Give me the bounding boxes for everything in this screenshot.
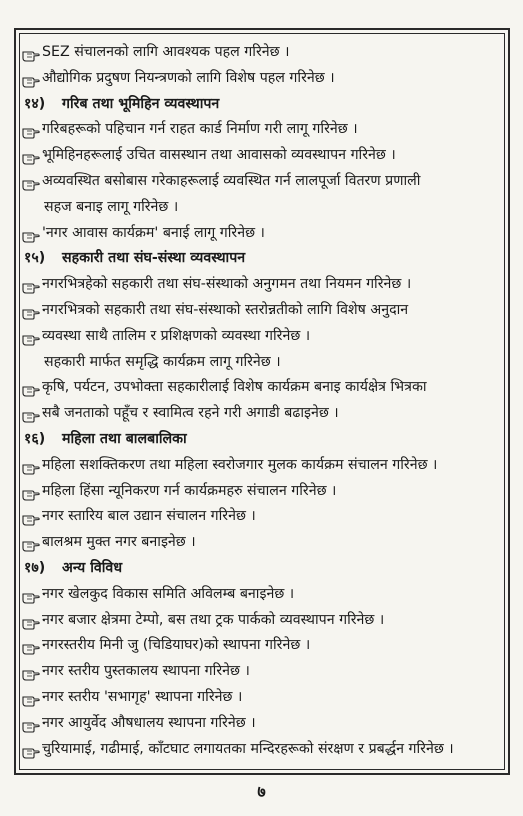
pointing-hand-icon — [22, 459, 40, 473]
bullet-item — [22, 375, 504, 401]
pointing-hand-icon — [22, 227, 40, 241]
continuation-line — [22, 195, 504, 221]
continuation-line — [22, 350, 504, 376]
bullet-text: नगर खेलकुद विकास समिति अविलम्ब बनाइनेछ । — [42, 585, 295, 602]
pointing-hand-icon — [22, 691, 40, 705]
bullet-item — [22, 582, 504, 608]
bullet-item — [22, 737, 504, 763]
section-heading — [22, 427, 504, 453]
pointing-hand-icon — [22, 510, 40, 524]
section-heading — [22, 246, 504, 272]
bullet-text: नगर स्तरीय 'सभागृह' स्थापना गरिनेछ । — [42, 688, 243, 705]
pointing-hand-icon — [22, 743, 40, 757]
pointing-hand-icon — [22, 536, 40, 550]
bullet-text: नगर बजार क्षेत्रमा टेम्पो, बस तथा ट्रक पार्कको व्यवस्थापन गरिनेछ । — [42, 611, 385, 628]
bullet-item — [22, 401, 504, 427]
bullet-text: महिला सशक्तिकरण तथा महिला स्वरोजगार मुलक कार्यक्रम संचालन गरिनेछ । — [42, 456, 438, 473]
pointing-hand-icon — [22, 639, 40, 653]
bullet-item — [22, 633, 504, 659]
section-heading — [22, 92, 504, 118]
bullet-text: नगरभित्रहेको सहकारी तथा संघ-संस्थाको अनुगमन तथा नियमन गरिनेछ । — [42, 276, 412, 293]
bullet-item — [22, 324, 504, 350]
bullet-text: बालश्रम मुक्त नगर बनाइनेछ । — [42, 534, 196, 551]
page-number: ७ — [257, 782, 266, 801]
bullet-text: SEZ संचालनको लागि आवश्यक पहल गरिनेछ । — [42, 44, 290, 60]
bullet-item — [22, 530, 504, 556]
bullet-text: नगरस्तरीय मिनी जु (चिडियाघर)को स्थापना गरिनेछ । — [42, 637, 311, 654]
pointing-hand-icon — [22, 665, 40, 679]
bullet-item — [22, 66, 504, 92]
bullet-text: अव्यवस्थित बसोबास गरेकाहरूलाई व्यवस्थित गर्न लालपूर्जा वितरण प्रणाली — [42, 172, 421, 189]
bullet-item — [22, 117, 504, 143]
bullet-text: चुरियामाई, गढीमाई, काँटघाट लगायतका मन्दिरहरूको संरक्षण र प्रबर्द्धन गरिनेछ । — [42, 740, 454, 757]
section-heading — [22, 556, 504, 582]
page-content — [22, 40, 504, 762]
bullet-text: 'नगर आवास कार्यक्रम' बनाई लागू गरिनेछ । — [42, 224, 265, 241]
pointing-hand-icon — [22, 588, 40, 602]
bullet-text: नगर स्तरीय पुस्तकालय स्थापना गरिनेछ । — [42, 663, 250, 680]
bullet-text: सबै जनताको पहूँच र स्वामित्व रहने गरी अगाडी बढाइनेछ । — [42, 405, 339, 422]
bullet-item — [22, 453, 504, 479]
bullet-text: नगर स्तारिय बाल उद्यान संचालन गरिनेछ । — [42, 508, 256, 525]
pointing-hand-icon — [22, 304, 40, 318]
section-title: सहकारी तथा संघ-संस्था व्यवस्थापन — [62, 250, 246, 267]
pointing-hand-icon — [22, 149, 40, 163]
bullet-text: गरिबहरूको पहिचान गर्न राहत कार्ड निर्माण गरी लागू गरिनेछ । — [42, 121, 358, 138]
section-number: १५) — [24, 250, 46, 267]
pointing-hand-icon — [22, 717, 40, 731]
pointing-hand-icon — [22, 123, 40, 137]
bullet-item — [22, 272, 504, 298]
pointing-hand-icon — [22, 278, 40, 292]
bullet-text: सहज बनाइ लागू गरिनेछ । — [44, 198, 179, 215]
pointing-hand-icon — [22, 330, 40, 344]
bullet-item — [22, 298, 504, 324]
section-number: १७) — [24, 559, 46, 576]
pointing-hand-icon — [22, 614, 40, 628]
bullet-item — [22, 659, 504, 685]
bullet-text: सहकारी मार्फत समृद्धि कार्यक्रम लागू गरिनेछ । — [44, 353, 281, 370]
pointing-hand-icon — [22, 381, 40, 395]
bullet-item — [22, 221, 504, 247]
section-number: १४) — [24, 95, 46, 112]
section-title: महिला तथा बालबालिका — [62, 430, 187, 447]
bullet-item — [22, 143, 504, 169]
section-number: १६) — [24, 430, 46, 447]
pointing-hand-icon — [22, 72, 40, 86]
bullet-item — [22, 40, 504, 66]
bullet-item — [22, 608, 504, 634]
bullet-text: नगरभित्रको सहकारी तथा संघ-संस्थाको स्तरोन्नतीको लागि विशेष अनुदान — [42, 301, 409, 318]
section-title: अन्य विविध — [62, 559, 123, 576]
bullet-text: महिला हिंसा न्यूनिकरण गर्न कार्यक्रमहरु संचालन गरिनेछ । — [42, 482, 337, 499]
pointing-hand-icon — [22, 46, 40, 60]
bullet-text: भूमिहिनहरूलाई उचित वासस्थान तथा आवासको व्यवस्थापन गरिनेछ । — [42, 147, 396, 164]
pointing-hand-icon — [22, 175, 40, 189]
bullet-item — [22, 479, 504, 505]
bullet-text: कृषि, पर्यटन, उपभोक्ता सहकारीलाई विशेष कार्यक्रम बनाइ कार्यक्षेत्र भित्रका — [42, 379, 427, 396]
bullet-item — [22, 504, 504, 530]
bullet-item — [22, 685, 504, 711]
bullet-item — [22, 169, 504, 195]
bullet-text: व्यवस्था साथै तालिम र प्रशिक्षणको व्यवस्था गरिनेछ । — [42, 327, 311, 344]
bullet-text: नगर आयुर्वेद औषधालय स्थापना गरिनेछ । — [42, 714, 256, 731]
pointing-hand-icon — [22, 407, 40, 421]
bullet-item — [22, 711, 504, 737]
bullet-text: औद्योगिक प्रदुषण नियन्त्रणको लागि विशेष पहल गरिनेछ । — [42, 69, 335, 86]
pointing-hand-icon — [22, 485, 40, 499]
section-title: गरिब तथा भूमिहिन व्यवस्थापन — [62, 95, 220, 112]
